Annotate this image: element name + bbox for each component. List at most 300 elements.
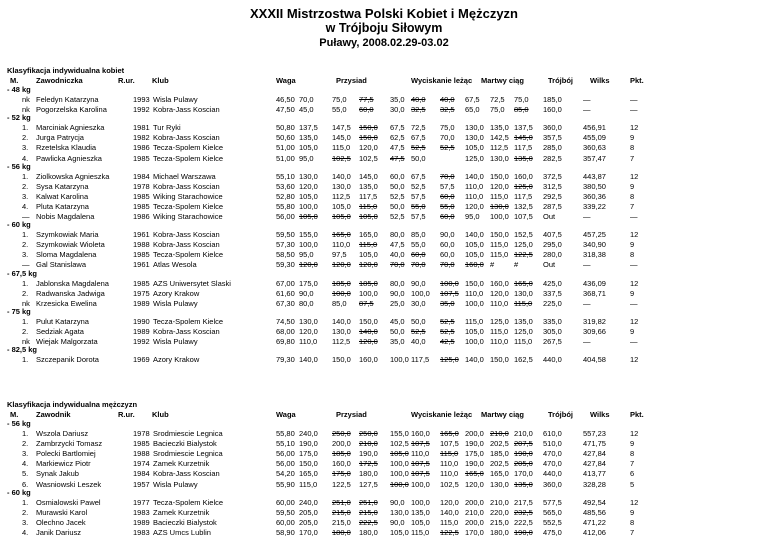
- cell-total: 372,5: [543, 171, 562, 181]
- cell-name: Jurga Patrycja: [36, 133, 84, 143]
- cell-place: 1.: [22, 429, 29, 438]
- cell-d3: 125,0: [514, 240, 533, 250]
- cell-place: 3.: [22, 143, 29, 153]
- cell-s1: 175,0: [332, 469, 351, 479]
- cell-d2: 112,5: [490, 143, 509, 153]
- cell-wt: 105,0: [299, 143, 318, 153]
- cell-d3: 162,5: [514, 355, 533, 365]
- men-header-wilks: Wilks: [590, 410, 610, 419]
- table-row: [0, 289, 768, 299]
- cell-total: 292,5: [543, 191, 562, 201]
- cell-b3: 60,0: [440, 240, 455, 250]
- cell-wilks: —: [583, 212, 591, 221]
- cell-d2: #: [490, 260, 495, 270]
- cell-pts: 7: [630, 153, 635, 163]
- cell-year: 1992: [133, 105, 150, 115]
- cell-wt: 140,0: [299, 355, 318, 365]
- cell-d1: 120,0: [465, 479, 484, 489]
- cell-s1: 147,5: [332, 123, 351, 133]
- cell-pts: 9: [630, 240, 635, 250]
- cell-d3: 75,0: [514, 95, 529, 104]
- cell-d1: 100,0: [465, 337, 484, 346]
- cell-s1: 122,5: [332, 479, 351, 489]
- cell-s2: 135,0: [359, 181, 378, 191]
- cell-wilks: 457,25: [583, 230, 606, 240]
- table-row: [0, 250, 768, 260]
- cell-s2: 150,0: [359, 316, 378, 326]
- table-row: [0, 133, 768, 143]
- cell-bw: 50,60: [276, 133, 295, 143]
- cell-year: 1990: [133, 316, 150, 326]
- cell-d3: 132,5: [514, 201, 533, 211]
- cell-b1: 35,0: [390, 337, 405, 346]
- table-row: [0, 105, 768, 115]
- table-row: [0, 449, 768, 459]
- cell-b2: 160,0: [411, 429, 430, 438]
- cell-b1: 50,0: [390, 326, 405, 336]
- cell-s1: 110,0: [332, 240, 351, 250]
- cell-b1: 130,0: [390, 507, 409, 517]
- cell-d2: 202,5: [490, 459, 509, 469]
- cell-d2: 160,0: [490, 278, 509, 288]
- cell-b1: 47,5: [390, 240, 405, 250]
- cell-wilks: 485,56: [583, 507, 606, 517]
- cell-year: 1961: [133, 230, 150, 240]
- cell-total: 282,5: [543, 153, 562, 163]
- cell-d1: 140,0: [465, 171, 484, 181]
- cell-bw: 52,80: [276, 191, 295, 201]
- cell-d3: 222,5: [514, 517, 533, 527]
- cell-s1: 251,0: [332, 497, 351, 507]
- weight-category: - 75 kg: [7, 306, 31, 316]
- cell-s2: 215,0: [359, 507, 378, 517]
- cell-b3: 60,0: [440, 191, 455, 201]
- cell-wilks: 380,50: [583, 181, 606, 191]
- men-header-pkt: Pkt.: [630, 410, 644, 419]
- cell-d1: 210,0: [465, 507, 484, 517]
- cell-total: 565,0: [543, 507, 562, 517]
- women-header-pkt: Pkt.: [630, 76, 644, 85]
- cell-year: 1988: [133, 449, 150, 459]
- cell-s2: 185,0: [359, 278, 378, 288]
- table-row: [0, 95, 768, 105]
- cell-s1: 150,0: [332, 355, 351, 365]
- cell-club: Wisla Pulawy: [153, 298, 198, 308]
- cell-b3: 110,0: [440, 459, 459, 469]
- cell-d2: 135,0: [490, 123, 509, 133]
- table-row: [0, 459, 768, 469]
- cell-year: 1989: [133, 517, 150, 527]
- cell-s1: 130,0: [332, 326, 351, 336]
- cell-d3: 170,0: [514, 469, 533, 479]
- cell-wt: 175,0: [299, 449, 318, 459]
- cell-s1: 85,0: [332, 298, 347, 308]
- men-header-m: M.: [10, 410, 19, 419]
- cell-d2: 130,0: [490, 479, 509, 489]
- cell-d2: 120,0: [490, 288, 509, 298]
- cell-s1: 250,0: [332, 429, 351, 438]
- cell-d1: 110,0: [465, 181, 484, 191]
- cell-d3: 152,5: [514, 230, 533, 240]
- cell-b3: 35,0: [440, 298, 455, 308]
- cell-s2: 250,0: [359, 429, 378, 438]
- men-section-title: Klasyfikacja indywidualna mężczyzn: [7, 400, 138, 409]
- cell-s2: 115,0: [359, 201, 378, 211]
- cell-pts: 12: [630, 278, 639, 288]
- cell-wilks: —: [583, 105, 591, 115]
- cell-club: Srodmiescie Legnica: [153, 449, 223, 459]
- cell-year: 1993: [133, 95, 150, 104]
- table-row: [0, 192, 768, 202]
- cell-s2: 165,0: [359, 230, 378, 240]
- cell-b2: 57,5: [411, 212, 426, 221]
- cell-place: 6.: [22, 479, 29, 489]
- cell-s1: 165,0: [332, 230, 351, 240]
- page-subtitle: w Trójboju Siłowym: [325, 21, 443, 35]
- cell-bw: 50,80: [276, 123, 295, 133]
- cell-d2: 210,0: [490, 497, 509, 507]
- men-header-wyciskanie: Wyciskanie leżąc: [411, 410, 473, 419]
- cell-place: 2.: [22, 181, 29, 191]
- cell-b3: 32,5: [440, 105, 455, 115]
- cell-d1: 160,0: [465, 260, 484, 270]
- cell-b2: 30,0: [411, 298, 426, 308]
- cell-name: Pulut Katarzyna: [36, 316, 89, 326]
- cell-place: —: [22, 260, 30, 270]
- men-header-trojboj: Trójbój: [548, 410, 573, 419]
- cell-place: 1.: [22, 171, 29, 181]
- cell-club: Atlas Wesola: [153, 260, 197, 270]
- cell-bw: 55,10: [276, 439, 295, 449]
- cell-s2: 102,5: [359, 153, 378, 163]
- cell-year: 1985: [133, 153, 150, 163]
- cell-b3: 107,5: [440, 288, 459, 298]
- cell-place: 2.: [22, 240, 29, 250]
- cell-pts: 9: [630, 181, 635, 191]
- cell-club: Tecza-Spolem Kielce: [153, 497, 224, 507]
- cell-total: Out: [543, 260, 556, 270]
- cell-pts: 9: [630, 133, 635, 143]
- cell-club: Bacieczki Bialystok: [153, 517, 217, 527]
- cell-wilks: 413,77: [583, 469, 606, 479]
- cell-wt: 240,0: [299, 497, 318, 507]
- cell-bw: 59,50: [276, 230, 295, 240]
- cell-club: Tecza-Spolem Kielce: [153, 153, 224, 163]
- table-row: [0, 528, 768, 538]
- cell-bw: 67,30: [276, 298, 295, 308]
- cell-d1: 140,0: [465, 355, 484, 365]
- cell-year: 1986: [133, 212, 150, 221]
- cell-d1: 105,0: [465, 326, 484, 336]
- table-row: [0, 279, 768, 289]
- cell-year: 1985: [133, 439, 150, 449]
- cell-d2: 115,0: [490, 191, 509, 201]
- cell-s1: 130,0: [332, 181, 351, 191]
- cell-s1: 180,0: [332, 527, 351, 537]
- cell-s1: 115,0: [332, 143, 351, 153]
- cell-place: 4.: [22, 201, 29, 211]
- cell-b1: 67,5: [390, 123, 405, 133]
- cell-b2: 67,5: [411, 133, 426, 143]
- cell-place: 2.: [22, 507, 29, 517]
- cell-b2: 117,5: [411, 355, 430, 365]
- cell-d3: 160,0: [514, 171, 533, 181]
- cell-club: Tecza-Spolem Kielce: [153, 250, 224, 260]
- cell-bw: 61,60: [276, 288, 295, 298]
- cell-d3: 232,5: [514, 507, 533, 517]
- cell-s2: 115,0: [359, 240, 378, 250]
- cell-s2: 77,5: [359, 95, 374, 104]
- cell-wilks: 427,84: [583, 459, 606, 469]
- cell-d2: 165,0: [490, 469, 509, 479]
- cell-wt: 240,0: [299, 429, 318, 438]
- table-row: [0, 143, 768, 153]
- table-row: [0, 154, 768, 164]
- cell-b3: 115,0: [440, 517, 459, 527]
- cell-pts: 9: [630, 326, 635, 336]
- cell-s1: 215,0: [332, 517, 351, 527]
- cell-d3: 130,0: [514, 288, 533, 298]
- cell-b2: 50,0: [411, 153, 426, 163]
- table-row: [0, 240, 768, 250]
- cell-name: Wszola Dariusz: [36, 429, 89, 438]
- cell-wt: 130,0: [299, 316, 318, 326]
- cell-b3: 60,0: [440, 250, 455, 260]
- women-header-waga: Waga: [276, 76, 296, 85]
- cell-pts: —: [630, 212, 638, 221]
- cell-d1: 200,0: [465, 429, 484, 438]
- cell-pts: 8: [630, 517, 635, 527]
- table-row: [0, 299, 768, 309]
- cell-wt: 190,0: [299, 439, 318, 449]
- cell-pts: 12: [630, 316, 639, 326]
- cell-year: 1984: [133, 469, 150, 479]
- cell-pts: 8: [630, 143, 635, 153]
- cell-s2: 120,0: [359, 260, 378, 270]
- cell-year: 1978: [133, 429, 150, 438]
- cell-wt: 95,0: [299, 153, 314, 163]
- cell-d3: 117,5: [514, 191, 533, 201]
- table-row: [0, 498, 768, 508]
- cell-pts: 12: [630, 230, 639, 240]
- cell-d3: 190,0: [514, 527, 533, 537]
- cell-d2: 72,5: [490, 95, 505, 104]
- cell-b3: 40,0: [440, 95, 455, 104]
- cell-bw: 55,80: [276, 429, 295, 438]
- cell-d3: 210,0: [514, 429, 533, 438]
- cell-year: 1983: [133, 507, 150, 517]
- cell-place: 1.: [22, 355, 29, 365]
- cell-s2: 172,5: [359, 459, 378, 469]
- cell-wt: 45,0: [299, 105, 314, 115]
- cell-name: Kalwat Karolina: [36, 191, 89, 201]
- cell-s1: 160,0: [332, 459, 351, 469]
- cell-pts: 12: [630, 123, 639, 133]
- cell-b1: 105,0: [390, 449, 409, 459]
- cell-s2: 150,0: [359, 123, 378, 133]
- cell-bw: 60,00: [276, 517, 295, 527]
- cell-b1: 100,0: [390, 479, 409, 489]
- cell-s1: 105,0: [332, 201, 351, 211]
- cell-b1: 52,5: [390, 212, 405, 221]
- cell-d3: 135,0: [514, 316, 533, 326]
- cell-d2: 130,0: [490, 153, 509, 163]
- cell-place: 1.: [22, 230, 29, 240]
- cell-b3: 52,5: [440, 326, 455, 336]
- cell-b1: 90,0: [390, 517, 405, 527]
- cell-wilks: 412,06: [583, 527, 606, 537]
- cell-wt: 90,0: [299, 288, 314, 298]
- cell-place: 1.: [22, 497, 29, 507]
- cell-year: 1977: [133, 497, 150, 507]
- cell-s1: 140,0: [332, 171, 351, 181]
- men-header-waga: Waga: [276, 410, 296, 419]
- cell-b3: 70,0: [440, 171, 455, 181]
- cell-bw: 79,30: [276, 355, 295, 365]
- cell-wilks: 492,54: [583, 497, 606, 507]
- cell-d2: 115,0: [490, 250, 509, 260]
- cell-b1: 100,0: [390, 459, 409, 469]
- cell-wt: 120,0: [299, 326, 318, 336]
- cell-wilks: 319,82: [583, 316, 606, 326]
- cell-s2: 145,0: [359, 171, 378, 181]
- cell-total: 267,5: [543, 337, 562, 346]
- cell-b3: 110,0: [440, 469, 459, 479]
- cell-name: Sloma Magdalena: [36, 250, 97, 260]
- cell-wt: 105,0: [299, 191, 318, 201]
- table-row: [0, 182, 768, 192]
- cell-wt: 100,0: [299, 201, 318, 211]
- cell-d1: 200,0: [465, 497, 484, 507]
- cell-wilks: —: [583, 260, 591, 270]
- cell-name: Synak Jakub: [36, 469, 79, 479]
- cell-name: Ziolkowska Agnieszka: [36, 171, 110, 181]
- cell-total: 610,0: [543, 429, 562, 438]
- women-header-club: Klub: [152, 76, 169, 85]
- cell-wt: 135,0: [299, 133, 318, 143]
- cell-d1: 110,0: [465, 191, 484, 201]
- cell-d3: 115,0: [514, 337, 533, 346]
- cell-b2: 107,5: [411, 469, 430, 479]
- cell-total: 287,5: [543, 201, 562, 211]
- cell-b1: 100,0: [390, 469, 409, 479]
- cell-bw: 54,20: [276, 469, 295, 479]
- cell-total: 425,0: [543, 278, 562, 288]
- cell-b3: 55,0: [440, 201, 455, 211]
- cell-wilks: 360,63: [583, 143, 606, 153]
- women-header-martwy: Martwy ciąg: [481, 76, 524, 85]
- cell-wilks: 456,91: [583, 123, 606, 133]
- cell-wilks: 340,90: [583, 240, 606, 250]
- cell-wt: 130,0: [299, 171, 318, 181]
- cell-s1: 200,0: [332, 439, 351, 449]
- cell-club: AZS Uniwersytet Slaski: [153, 278, 231, 288]
- cell-s2: 127,5: [359, 479, 378, 489]
- cell-d1: 100,0: [465, 298, 484, 308]
- cell-year: 1961: [133, 260, 150, 270]
- men-header-club: Klub: [152, 410, 169, 419]
- cell-d3: 107,5: [514, 212, 533, 221]
- cell-s2: 105,0: [359, 250, 378, 260]
- cell-s2: 120,0: [359, 337, 378, 346]
- cell-d2: 185,0: [490, 449, 509, 459]
- cell-b1: 90,0: [390, 288, 405, 298]
- cell-total: 440,0: [543, 469, 562, 479]
- cell-s1: 185,0: [332, 449, 351, 459]
- cell-name: Jablonska Magdalena: [36, 278, 109, 288]
- cell-d1: 140,0: [465, 230, 484, 240]
- cell-wt: 205,0: [299, 507, 318, 517]
- cell-s1: 105,0: [332, 212, 351, 221]
- cell-name: Nobis Magdalena: [36, 212, 95, 221]
- cell-total: 475,0: [543, 527, 562, 537]
- table-row: [0, 480, 768, 490]
- cell-pts: 12: [630, 497, 639, 507]
- cell-year: 1957: [133, 479, 150, 489]
- weight-category: - 56 kg: [7, 419, 31, 428]
- cell-total: 510,0: [543, 439, 562, 449]
- cell-bw: 56,00: [276, 212, 295, 221]
- table-row: [0, 317, 768, 327]
- table-row: [0, 518, 768, 528]
- cell-b3: 90,0: [440, 230, 455, 240]
- cell-b1: 40,0: [390, 250, 405, 260]
- cell-b1: 25,0: [390, 298, 405, 308]
- cell-d2: 110,0: [490, 298, 509, 308]
- cell-b2: 115,0: [411, 527, 430, 537]
- cell-name: Szymkowiak Wioleta: [36, 240, 105, 250]
- men-header-przysiad: Przysiad: [336, 410, 367, 419]
- cell-d3: 115,0: [514, 298, 533, 308]
- cell-s2: 60,0: [359, 105, 374, 115]
- cell-wilks: 309,66: [583, 326, 606, 336]
- cell-b2: 85,0: [411, 230, 426, 240]
- cell-d1: 105,0: [465, 240, 484, 250]
- cell-club: Srodmiescie Legnica: [153, 429, 223, 438]
- cell-b2: 60,0: [411, 250, 426, 260]
- cell-s1: 55,0: [332, 105, 347, 115]
- cell-club: Wisla Pulawy: [153, 479, 198, 489]
- cell-d3: 137,5: [514, 123, 533, 133]
- weight-category: - 60 kg: [7, 220, 31, 230]
- cell-pts: —: [630, 337, 638, 346]
- cell-name: Gal Stanislawa: [36, 260, 87, 270]
- cell-wt: 105,0: [299, 212, 318, 221]
- cell-wt: 205,0: [299, 517, 318, 527]
- cell-name: Szymkowiak Maria: [36, 230, 99, 240]
- women-header-year: R.ur.: [118, 76, 135, 85]
- weight-category: - 67,5 kg: [7, 268, 38, 278]
- cell-b2: 55,0: [411, 201, 426, 211]
- cell-wt: 150,0: [299, 459, 318, 469]
- cell-d2: 142,5: [490, 133, 509, 143]
- cell-s2: 180,0: [359, 469, 378, 479]
- cell-pts: 12: [630, 355, 639, 365]
- cell-bw: 74,50: [276, 316, 295, 326]
- cell-club: Tecza-Spolem Kielce: [153, 201, 224, 211]
- cell-pts: 8: [630, 250, 635, 260]
- cell-b1: 105,0: [390, 527, 409, 537]
- cell-wilks: 357,47: [583, 153, 606, 163]
- cell-d2: 215,0: [490, 517, 509, 527]
- cell-pts: 7: [630, 459, 635, 469]
- cell-b2: 52,5: [411, 326, 426, 336]
- cell-d2: 130,0: [490, 201, 509, 211]
- cell-s2: 150,0: [359, 133, 378, 143]
- cell-d2: 120,0: [490, 181, 509, 191]
- cell-wilks: —: [583, 298, 591, 308]
- cell-pts: 12: [630, 171, 639, 181]
